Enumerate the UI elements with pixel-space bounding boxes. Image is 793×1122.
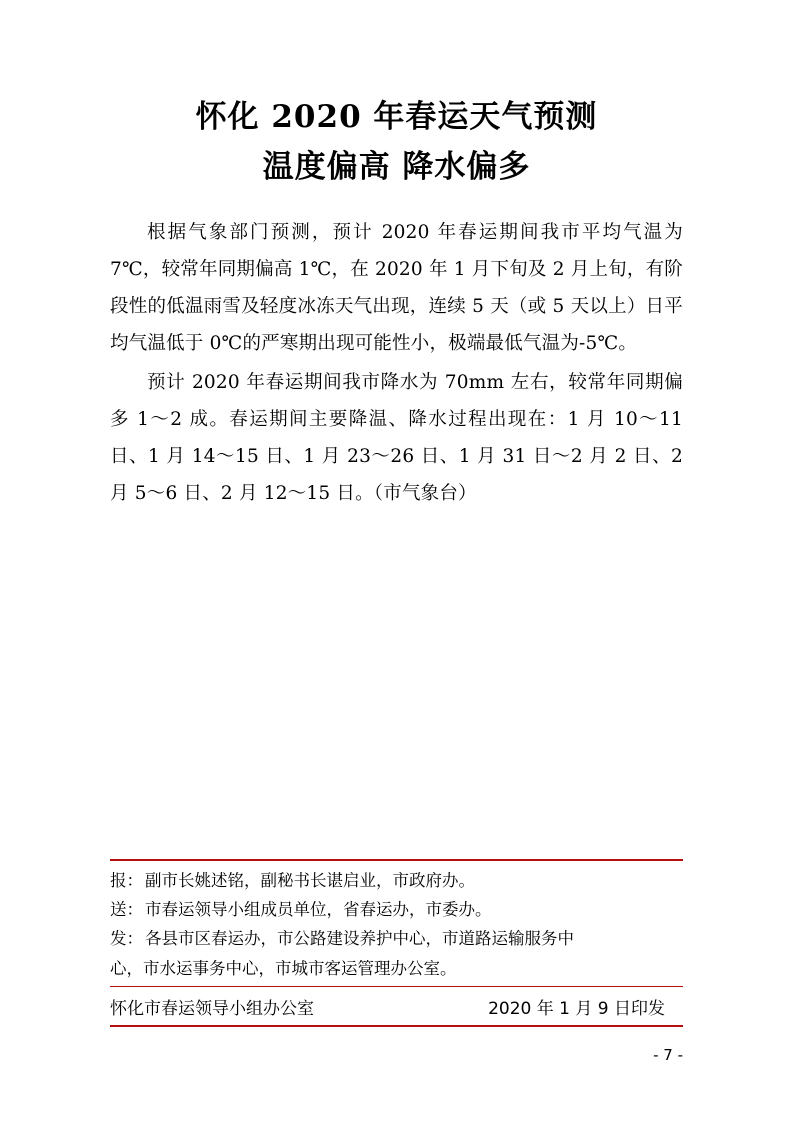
document-body	[110, 214, 683, 512]
distribution-row-issue-cont	[110, 954, 683, 983]
distribution-row-send	[110, 895, 683, 924]
paragraph-1: 根据气象部门预测，预计 2020 年春运期间我市平均气温为 7℃，较常年同期偏高 1℃，在 2020 年 1 月下旬及 2 月上旬，有阶段性的低温雨雪及轻度冰冻天气出现，连续 5 天（或 5 天以上）日平均气温低于 0℃的严寒期出现可能性小，极端最低气温为-5℃。	[110, 222, 683, 355]
page-number: - 7 -	[653, 1046, 683, 1064]
distribution-label-send: 送：	[110, 899, 143, 919]
title-line-1: 怀化 2020 年春运天气预测	[195, 99, 598, 135]
issue-date: 2020 年 1 月 9 日印发	[488, 999, 665, 1019]
issuer-row	[110, 987, 683, 1025]
distribution-footer	[110, 859, 683, 1027]
distribution-text-issue-cont: 心，市水运事务中心，市城市客运管理办公室。	[110, 958, 457, 978]
paragraph-2: 预计 2020 年春运期间我市降水为 70mm 左右，较常年同期偏多 1～2 成。春运期间主要降温、降水过程出现在：1 月 10～11 日、1 月 14～15 日、1 月 23～26 日、1 月 31 日～2 月 2 日、2 月 5～6 日、2 月 12～15 日。（市气象台）	[110, 372, 683, 505]
distribution-text-report: 副市长姚述铭，副秘书长谌启业，市政府办。	[145, 870, 475, 890]
issuer-name: 怀化市春运领导小组办公室	[110, 999, 314, 1019]
page-title	[110, 92, 683, 192]
distribution-label-report: 报：	[110, 870, 143, 890]
distribution-row-issue	[110, 924, 683, 953]
distribution-row-report	[110, 866, 683, 895]
distribution-text-issue: 各县市区春运办，市公路建设养护中心，市道路运输服务中	[145, 929, 574, 949]
distribution-text-send: 市春运领导小组成员单位，省春运办，市委办。	[145, 899, 492, 919]
title-line-2: 温度偏高 降水偏多	[262, 149, 531, 186]
divider-bottom	[110, 1025, 683, 1027]
distribution-list	[110, 861, 683, 986]
distribution-label-issue: 发：	[110, 929, 143, 949]
